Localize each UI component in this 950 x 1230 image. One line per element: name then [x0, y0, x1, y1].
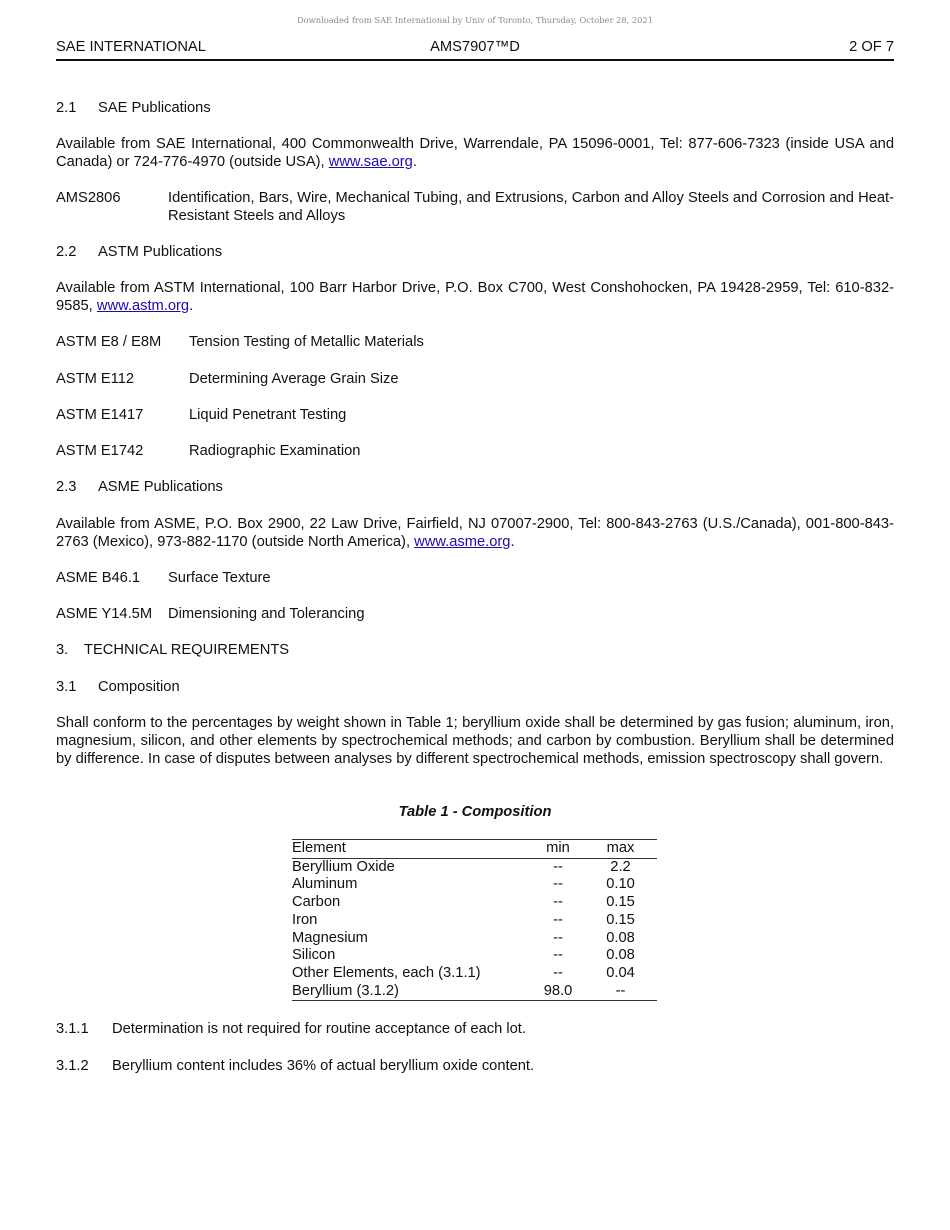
table-caption: Table 1 - Composition [398, 804, 552, 820]
section-3-1-heading [56, 678, 894, 696]
reference-title: Radiographic Examination [189, 443, 361, 459]
section-title: SAE Publications [98, 100, 211, 116]
section-2-3-availability: Available from ASME, P.O. Box 2900, 22 Law Drive, Fairfield, NJ 07007-2900, Tel: 800-843-2763 (U.S./Canada), 001-800-843-2763 (Mexico), 973-882-1170 (outside North America), www.asme.org. [56, 516, 894, 550]
section-2-1-heading [56, 99, 894, 117]
cell-element: Beryllium Oxide [292, 858, 395, 875]
table-row [292, 947, 657, 965]
composition-table [292, 839, 657, 1001]
reference-title: Liquid Penetrant Testing [189, 407, 347, 423]
section-title: ASME Publications [98, 479, 223, 495]
table-row [292, 912, 657, 930]
table-row [292, 983, 657, 1001]
cell-max: 0.10 [606, 876, 635, 893]
cell-min: -- [553, 876, 563, 893]
header-page-number: 2 OF 7 [849, 39, 894, 55]
sae-website-link[interactable]: www.sae.org [328, 154, 413, 170]
header-rule [56, 59, 894, 61]
reference-title: Dimensioning and Tolerancing [168, 606, 365, 622]
cell-min: -- [553, 858, 563, 875]
section-title: ASTM Publications [98, 244, 223, 260]
cell-element: Carbon [292, 894, 341, 911]
cell-min: -- [553, 929, 563, 946]
section-number: 2.1 [56, 100, 77, 116]
astm-website-link[interactable]: www.astm.org [96, 298, 190, 314]
reference-entry [56, 189, 894, 229]
section-text: Determination is not required for routine acceptance of each lot. [112, 1021, 526, 1037]
cell-element: Aluminum [292, 876, 358, 893]
cell-element: Silicon [292, 947, 336, 964]
cell-element: Beryllium (3.1.2) [292, 982, 399, 999]
section-number: 3.1.1 [56, 1021, 89, 1037]
section-2-2-availability: Available from ASTM International, 100 Barr Harbor Drive, P.O. Box C700, West Conshohocken, PA 19428-2959, Tel: 610-832-9585, www.astm.org. [56, 280, 894, 314]
table-header-row [292, 840, 657, 859]
cell-min: -- [553, 947, 563, 964]
cell-max: -- [615, 982, 626, 999]
reference-code: AMS2806 [56, 190, 121, 206]
section-number: 3. [56, 642, 69, 658]
table-row [292, 858, 657, 876]
table-row [292, 894, 657, 912]
cell-min: -- [553, 911, 563, 928]
cell-max: 0.08 [606, 947, 635, 964]
header-publisher: SAE INTERNATIONAL [56, 39, 206, 55]
section-number: 2.2 [56, 244, 77, 260]
column-header-max: max [606, 840, 635, 856]
cell-element: Other Elements, each (3.1.1) [292, 964, 481, 981]
reference-title: Identification, Bars, Wire, Mechanical Tubing, and Extrusions, Carbon and Alloy Steels and Corrosion and Heat-Resistant Steels and Alloys [168, 190, 894, 224]
cell-min: -- [553, 894, 563, 911]
cell-max: 0.08 [606, 929, 635, 946]
header-doc-number: AMS7907™D [430, 39, 520, 55]
column-header-min: min [546, 840, 570, 856]
section-title: TECHNICAL REQUIREMENTS [84, 642, 290, 658]
table-row [292, 876, 657, 894]
cell-max: 0.04 [606, 964, 635, 981]
reference-code: ASTM E8 / E8M [56, 334, 162, 350]
reference-title: Determining Average Grain Size [189, 371, 399, 387]
section-text: Beryllium content includes 36% of actual beryllium oxide content. [112, 1058, 535, 1074]
section-3-1-2 [56, 1057, 894, 1075]
section-title: Composition [98, 679, 180, 695]
reference-title: Tension Testing of Metallic Materials [189, 334, 424, 350]
cell-min: 98.0 [543, 982, 573, 999]
cell-min: -- [553, 964, 563, 981]
reference-title: Surface Texture [168, 570, 271, 586]
section-3-1-body: Shall conform to the percentages by weight shown in Table 1; beryllium oxide shall be determined by gas fusion; aluminum, iron, magnesium, silicon, and other elements by spectrochemical methods; and carbon by combustion. Beryllium shall be determined by difference. In case of disputes between analyses by different spectrochemical methods, emission spectroscopy shall govern. [56, 715, 894, 767]
table-row [292, 965, 657, 983]
reference-code: ASTM E1742 [56, 443, 144, 459]
download-watermark: Downloaded from SAE International by Univ of Toronto, Thursday, October 28, 2021 [296, 15, 653, 25]
section-3-heading [56, 641, 894, 659]
cell-element: Magnesium [292, 929, 368, 946]
cell-max: 2.2 [610, 858, 631, 875]
cell-element: Iron [292, 911, 318, 928]
cell-max: 0.15 [606, 894, 635, 911]
asme-website-link[interactable]: www.asme.org [414, 534, 511, 550]
section-2-1-availability: Available from SAE International, 400 Commonwealth Drive, Warrendale, PA 15096-0001, Tel: 877-606-7323 (inside USA and Canada) or 724-776-4970 (outside USA), www.sae.org. [56, 136, 894, 170]
reference-code: ASME Y14.5M [56, 606, 153, 622]
section-2-2-heading [56, 243, 894, 261]
availability-text: Available from ASTM International, 100 Barr Harbor Drive, P.O. Box C700, West Conshohocken, PA 19428-2959, Tel: 610-832-9585, [56, 280, 894, 314]
availability-text: Available from SAE International, 400 Commonwealth Drive, Warrendale, PA 15096-0001, Tel: 877-606-7323 (inside USA and Canada) or 724-776-4970 (outside USA), [56, 136, 894, 170]
section-number: 3.1.2 [56, 1058, 89, 1074]
reference-code: ASTM E112 [56, 371, 135, 387]
reference-code: ASME B46.1 [56, 570, 141, 586]
column-header-element: Element [292, 840, 346, 856]
section-number: 2.3 [56, 479, 77, 495]
cell-max: 0.15 [606, 911, 635, 928]
section-number: 3.1 [56, 679, 77, 695]
section-3-1-1 [56, 1020, 894, 1038]
reference-code: ASTM E1417 [56, 407, 144, 423]
availability-text: Available from ASME, P.O. Box 2900, 22 Law Drive, Fairfield, NJ 07007-2900, Tel: 800-843-2763 (U.S./Canada), 001-800-843-2763 (Mexico), 973-882-1170 (outside North America), [56, 516, 894, 550]
section-2-3-heading [56, 478, 894, 496]
table-row [292, 930, 657, 948]
